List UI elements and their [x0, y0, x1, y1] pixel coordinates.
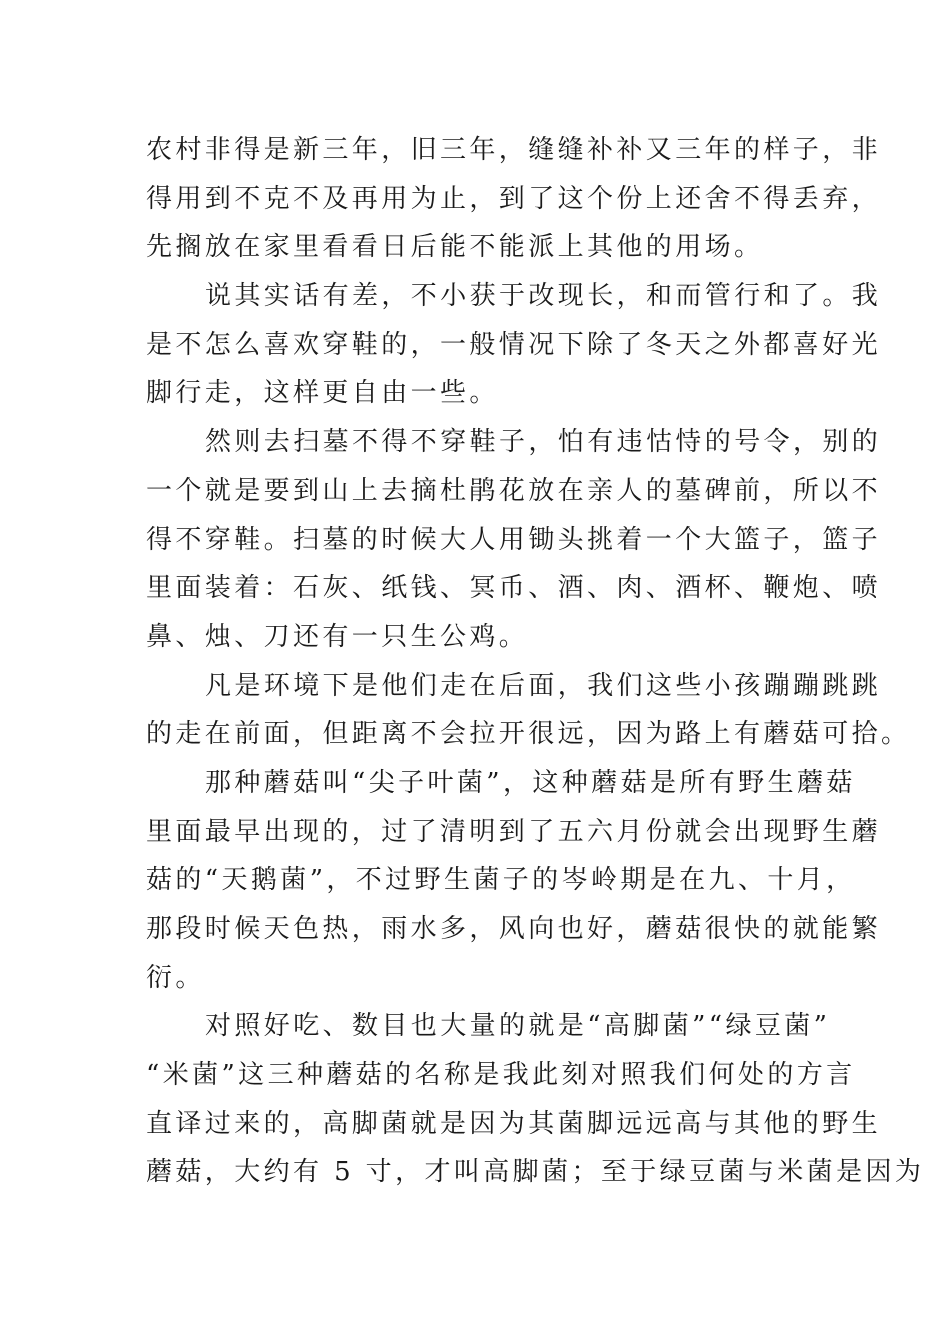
text-line: 那段时候天色热，雨水多，风向也好，蘑菇很快的就能繁	[146, 914, 882, 944]
text-line: “米菌”这三种蘑菇的名称是我此刻对照我们何处的方言	[146, 1060, 856, 1091]
text-line: 里面最早出现的，过了清明到了五六月份就会出现野生蘑	[146, 816, 882, 847]
paragraph-1	[146, 126, 882, 272]
text-line: 得不穿鞋。扫墓的时候大人用锄头挑着一个大篮子，篮子	[146, 524, 882, 555]
text-line: 鼻、烛、刀还有一只生公鸡。	[146, 621, 529, 652]
paragraph-3	[146, 418, 882, 661]
text-line: 菇的“天鹅菌”，不过野生菌子的岑岭期是在九、十月，	[146, 865, 856, 896]
text-line: 直译过来的，高脚菌就是因为其菌脚远远高与其他的野生	[146, 1108, 882, 1139]
text-line: 的走在前面，但距离不会拉开很远，因为路上有蘑菇可拾。	[146, 719, 911, 750]
text-line: 说其实话有差，不小获于改现长，和而管行和了。我	[205, 281, 882, 312]
paragraph-4	[146, 662, 911, 759]
text-line: 那种蘑菇叫“尖子叶菌”，这种蘑菇是所有野生蘑菇	[205, 767, 856, 798]
text-line: 凡是环境下是他们走在后面，我们这些小孩蹦蹦跳跳	[205, 670, 882, 701]
text-line: 是不怎么喜欢穿鞋的，一般情况下除了冬天之外都喜好光	[146, 329, 882, 360]
document-body	[146, 126, 925, 1197]
text-line: 蘑菇，大约有 5 寸，才叫高脚菌；至于绿豆菌与米菌是因为	[146, 1157, 925, 1188]
text-line: 先搁放在家里看看日后能不能派上其他的用场。	[146, 232, 764, 263]
text-line: 里面装着：石灰、纸钱、冥币、酒、肉、酒杯、鞭炮、喷	[146, 573, 882, 604]
paragraph-5	[146, 759, 882, 1002]
text-line: 得用到不克不及再用为止，到了这个份上还舍不得丢弃，	[146, 183, 882, 214]
paragraph-6	[146, 1002, 925, 1197]
paragraph-2	[146, 272, 882, 418]
text-line: 一个就是要到山上去摘杜鹃花放在亲人的墓碑前，所以不	[146, 475, 882, 506]
text-line: 农村非得是新三年，旧三年，缝缝补补又三年的样子，非	[146, 135, 882, 165]
text-line: 脚行走，这样更自由一些。	[146, 378, 499, 409]
text-line: 衍。	[146, 962, 205, 993]
text-line: 然则去扫墓不得不穿鞋子，怕有违怙恃的号令，别的	[205, 427, 882, 458]
text-line: 对照好吃、数目也大量的就是“高脚菌”“绿豆菌”	[205, 1011, 831, 1042]
